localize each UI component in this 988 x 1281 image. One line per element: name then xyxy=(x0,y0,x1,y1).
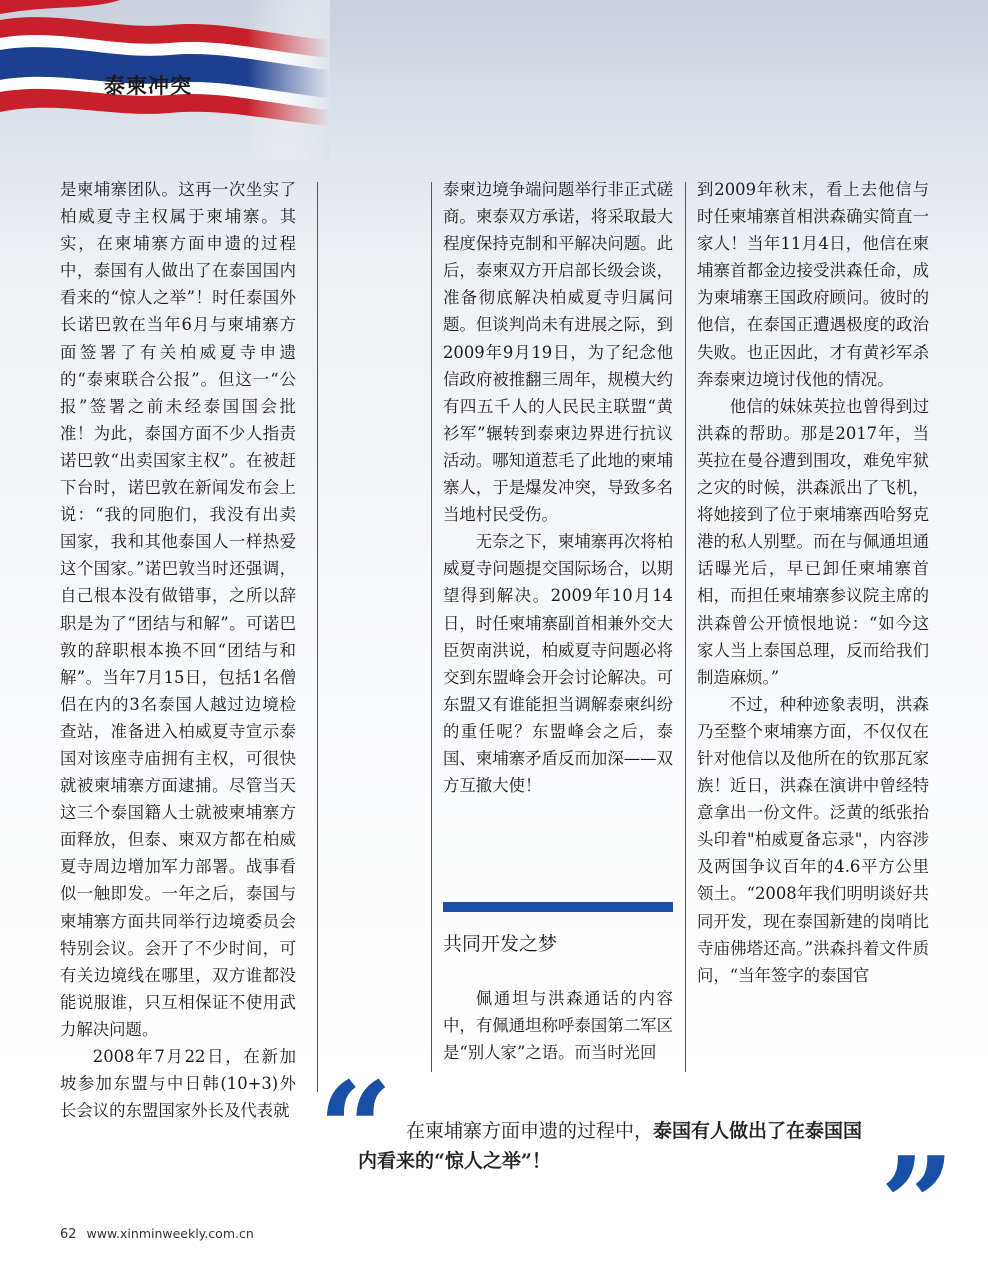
paragraph: 泰柬边境争端问题举行非正式磋商。柬泰双方承诺，将采取最大程度保持克制和平解决问题。此后，泰柬双方开启部长级会谈，准备彻底解决柏威夏寺归属问题。但谈判尚未有进展之际，到2009年9月19日，为了纪念他信政府被推翻三周年，规模大约有四五千人的人民民主联盟“黄衫军”辗转到泰柬边界进行抗议活动。哪知道惹毛了此地的柬埔寨人，于是爆发冲突，导致多名当地村民受伤。 xyxy=(443,180,673,525)
paragraph: 佩通坦与洪森通话的内容中，有佩通坦称呼泰国第二军区是“别人家”之语。而当时光回 xyxy=(443,989,673,1063)
website-url: www.xinminweekly.com.cn xyxy=(86,1226,254,1241)
page-number: 62 xyxy=(60,1227,77,1242)
column-divider xyxy=(431,182,432,1072)
pull-quote-bold: 泰国有人做出了在泰国国内看来的“惊人之举”！ xyxy=(358,1120,863,1172)
pull-quote xyxy=(358,1116,878,1176)
paragraph: 是柬埔寨团队。这再一次坐实了柏威夏寺主权属于柬埔寨。其实，在柬埔寨方面申遗的过程中，泰国有人做出了在泰国国内看来的“惊人之举”！时任泰国外长诺巴敦在当年6月与柬埔寨方面签署了有关柏威夏寺申遗的“泰柬联合公报”。但这一“公报”签署之前未经泰国国会批准！为此，泰国方面不少人指责诺巴敦“出卖国家主权”。在被赶下台时，诺巴敦在新闻发布会上说：“我的同胞们，我没有出卖国家，我和其他泰国人一样热爱这个国家。”诺巴敦当时还强调，自己根本没有做错事，之所以辞职是为了“团结与和解”。可诺巴敦的辞职根本换不回“团结与和解”。当年7月15日，包括1名僧侣在内的3名泰国人越过边境检查站，准备进入柏威夏寺宣示泰国对该座寺庙拥有主权，可很快就被柬埔寨方面逮捕。尽管当天这三个泰国籍人士就被柬埔寨方面释放，但泰、柬双方都在柏威夏寺周边增加军力部署。战事看似一触即发。一年之后，泰国与柬埔寨方面共同举行边境委员会特别会议。会开了不少时间，可有关边境线在哪里，双方谁都没能说服谁，只互相保证不使用武力解决问题。 xyxy=(60,180,296,1039)
paragraph: 无奈之下，柬埔寨再次将柏威夏寺问题提交国际场合，以期望得到解决。2009年10月14日，时任柬埔寨副首相兼外交大臣贺南洪说，柏威夏寺问题必将交到东盟峰会开会讨论解决。可东盟又有谁能担当调解泰柬纠纷的重任呢？东盟峰会之后，泰国、柬埔寨矛盾反而加深——双方互撤大使！ xyxy=(443,532,673,796)
paragraph: 到2009年秋末，看上去他信与时任柬埔寨首相洪森确实简直一家人！当年11月4日，他信在柬埔寨首都金边接受洪森任命，成为柬埔寨王国政府顾问。彼时的他信，在泰国正遭遇极度的政治失败。也正因此，才有黄衫军杀奔泰柬边境讨伐他的情况。 xyxy=(697,180,929,389)
article-column-1 xyxy=(60,176,296,1124)
paragraph: 不过，种种迹象表明，洪森乃至整个柬埔寨方面，不仅仅在针对他信以及他所在的钦那瓦家族！近日，洪森在演讲中曾经特意拿出一份文件。泛黄的纸张抬头印着"柏威夏备忘录"，内容涉及两国争议百年的4.6平方公里领土。“2008年我们明明谈好共同开发，现在泰国新建的岗哨比寺庙佛塔还高。”洪森抖着文件质问，“当年签字的泰国官 xyxy=(697,694,929,985)
column-divider xyxy=(685,182,686,1072)
column-divider xyxy=(317,182,318,1092)
open-quote-icon: “ xyxy=(318,1053,393,1206)
page-footer xyxy=(60,1226,254,1242)
subhead: 共同开发之梦 xyxy=(443,933,558,955)
paragraph: 他信的妹妹英拉也曾得到过洪森的帮助。那是2017年，当英拉在曼谷遭到围攻，难免牢狱之灾的时候，洪森派出了飞机，将她接到了位于柬埔寨西哈努克港的私人别墅。而在与佩通坦通话曝光后，早已卸任柬埔寨首相，而担任柬埔寨参议院主席的洪森曾公开愤恨地说：“如今这家人当上泰国总理，反而给我们制造麻烦。” xyxy=(697,396,929,687)
subhead-bar xyxy=(443,902,673,912)
pull-quote-normal: 在柬埔寨方面申遗的过程中， xyxy=(406,1120,654,1142)
section-title: 泰柬冲突 xyxy=(104,74,192,98)
paragraph: 2008年7月22日，在新加坡参加东盟与中日韩(10+3)外长会议的东盟国家外长及代表就 xyxy=(60,1047,296,1121)
close-quote-icon: ” xyxy=(880,1128,955,1281)
article-column-2 xyxy=(443,176,673,799)
article-column-2-lower xyxy=(443,985,673,1066)
article-column-3 xyxy=(697,176,929,989)
